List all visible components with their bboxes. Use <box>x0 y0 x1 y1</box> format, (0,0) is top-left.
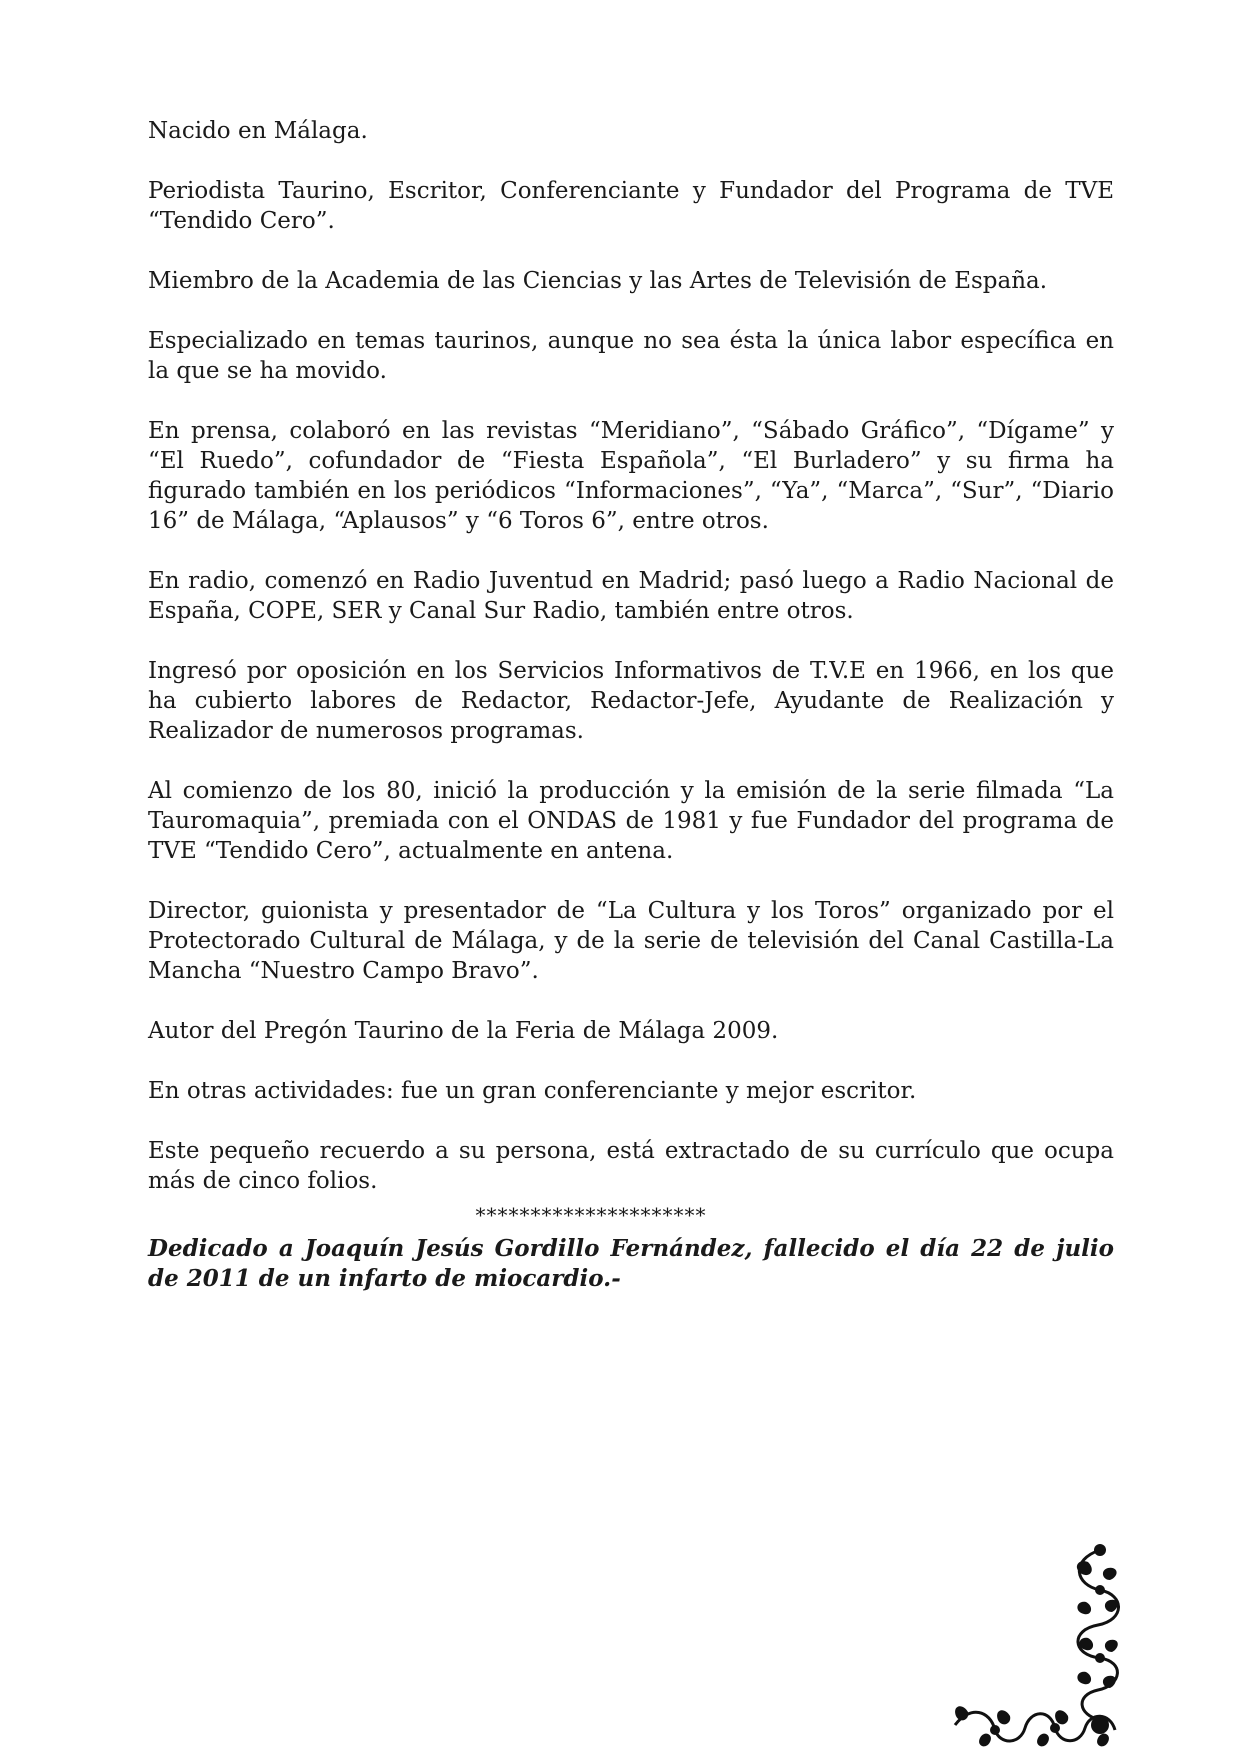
dedication: Dedicado a Joaquín Jesús Gordillo Fernández, fallecido el día 22 de julio de 2011 de un infarto de miocardio.- <box>148 1235 1114 1292</box>
paragraph-radio: En radio, comenzó en Radio Juventud en Madrid; pasó luego a Radio Nacional de España, COPE, SER y Canal Sur Radio, también entre otros. <box>148 568 1114 624</box>
paragraph-specialization: Especializado en temas taurinos, aunque no sea ésta la única labor específica en la que se ha movido. <box>148 328 1114 384</box>
paragraph-tve: Ingresó por oposición en los Servicios Informativos de T.V.E en 1966, en los que ha cubierto labores de Redactor, Redactor-Jefe, Ayudante de Realización y Realizador de numerosos programas. <box>148 658 1114 744</box>
document-body <box>148 116 1114 1294</box>
paragraph-press: En prensa, colaboró en las revistas “Meridiano”, “Sábado Gráfico”, “Dígame” y “El Ruedo”, cofundador de “Fiesta Española”, “El Burladero” y su firma ha figurado también en los periódicos “Informaciones”, “Ya”, “Marca”, “Sur”, “Diario 16” de Málaga, “Aplausos” y “6 Toros 6”, entre otros. <box>148 418 1114 534</box>
floral-corner-ornament-icon <box>950 1540 1120 1750</box>
paragraph-summary: Este pequeño recuerdo a su persona, está extractado de su currículo que ocupa más de cinco folios. <box>148 1138 1114 1194</box>
paragraph-academy: Miembro de la Academia de las Ciencias y las Artes de Televisión de España. <box>148 268 1048 294</box>
separator-stars: ********************* <box>475 1203 707 1227</box>
paragraph-director: Director, guionista y presentador de “La Cultura y los Toros” organizado por el Protectorado Cultural de Málaga, y de la serie de televisión del Canal Castilla-La Mancha “Nuestro Campo Bravo”. <box>148 898 1114 984</box>
paragraph-profession: Periodista Taurino, Escritor, Conferenciante y Fundador del Programa de TVE “Tendido Cero”. <box>148 178 1114 234</box>
paragraph-other-activities: En otras actividades: fue un gran conferenciante y mejor escritor. <box>148 1078 917 1104</box>
paragraph-tauromaquia: Al comienzo de los 80, inició la producción y la emisión de la serie filmada “La Tauromaquia”, premiada con el ONDAS de 1981 y fue Fundador del programa de TVE “Tendido Cero”, actualmente en antena. <box>148 778 1114 864</box>
paragraph-pregon: Autor del Pregón Taurino de la Feria de Málaga 2009. <box>148 1018 779 1044</box>
paragraph-birthplace: Nacido en Málaga. <box>148 118 368 144</box>
